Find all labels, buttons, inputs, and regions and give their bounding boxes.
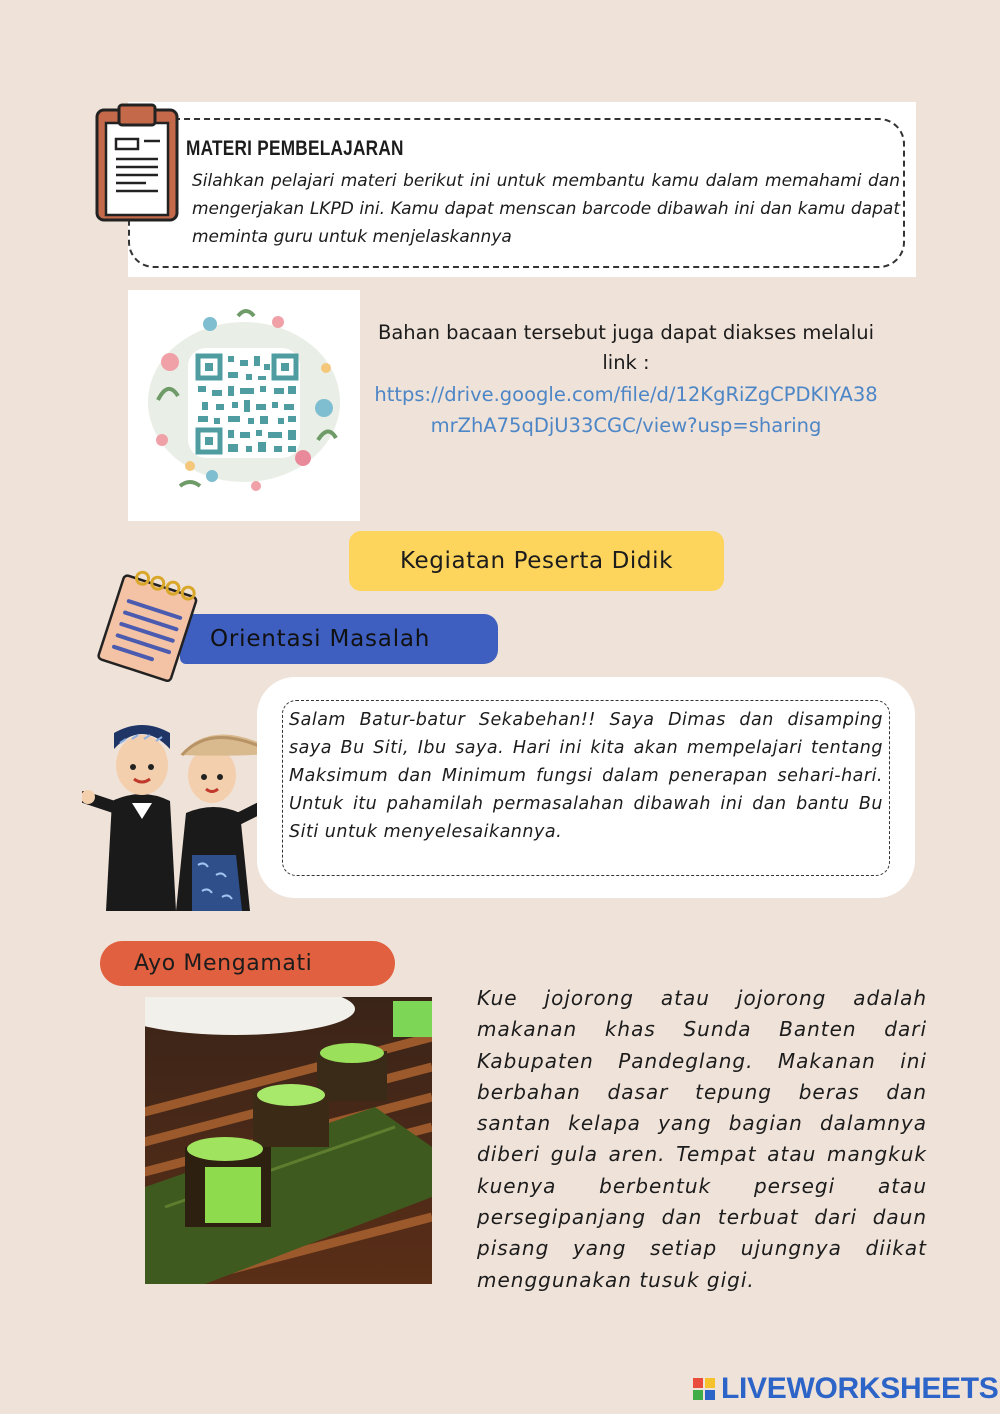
jojorong-description: Kue jojorong atau jojorong adalah makanan khas Sunda Banten dari Kabupaten Pandeglang. Makanan ini berbahan dasar tepung beras dan santan kelapa yang bagian dalamnya diberi gula aren. Tempat atau mangkuk kuenya berbentuk persegi atau persegipanjang dan terbuat dari daun pisang yang setiap ujungnya diikat menggunakan tusuk gigi. [477, 986, 927, 1292]
materi-title: MATERI PEMBELAJARAN [186, 137, 404, 160]
qr-code-icon[interactable] [128, 290, 360, 521]
orientasi-banner [180, 614, 498, 664]
brand-name: LIVEWORKSHEETS [721, 1372, 999, 1405]
clipboard-icon [94, 103, 180, 223]
notepad-icon [88, 570, 206, 682]
qr-card [128, 290, 360, 521]
kegiatan-heading [349, 531, 724, 591]
ayo-mengamati-label: Ayo Mengamati [134, 951, 313, 976]
characters-illustration [82, 705, 282, 911]
footer-logo[interactable] [693, 1373, 999, 1405]
liveworksheets-logo-icon [693, 1378, 715, 1400]
drive-link[interactable]: https://drive.google.com/file/d/12KgRiZgCPDKIYA38mrZhA75qDjU33CGC/view?usp=sharing [374, 383, 878, 437]
kegiatan-label: Kegiatan Peserta Didik [400, 548, 673, 574]
ayo-mengamati-banner [100, 941, 395, 986]
materi-description: Silahkan pelajari materi berikut ini untuk membantu kamu dalam memahami dan mengerjakan LKPD ini. Kamu dapat menscan barcode dibawah ini dan kamu dapat meminta guru untuk menjelaskannya [192, 171, 900, 247]
orientasi-label: Orientasi Masalah [210, 626, 431, 652]
link-intro: Bahan bacaan tersebut juga dapat diakses melalui link : [377, 321, 874, 374]
jojorong-photo [145, 997, 432, 1284]
speech-text: Salam Batur-batur Sekabehan!! Saya Dimas dan disamping saya Bu Siti, Ibu saya. Hari ini kita akan mempelajari tentang Maksimum dan Minimum fungsi dalam penerapan sehari-hari. Untuk itu pahamilah permasalahan dibawah ini dan bantu Bu Siti untuk menyelesaikannya. [289, 710, 883, 842]
